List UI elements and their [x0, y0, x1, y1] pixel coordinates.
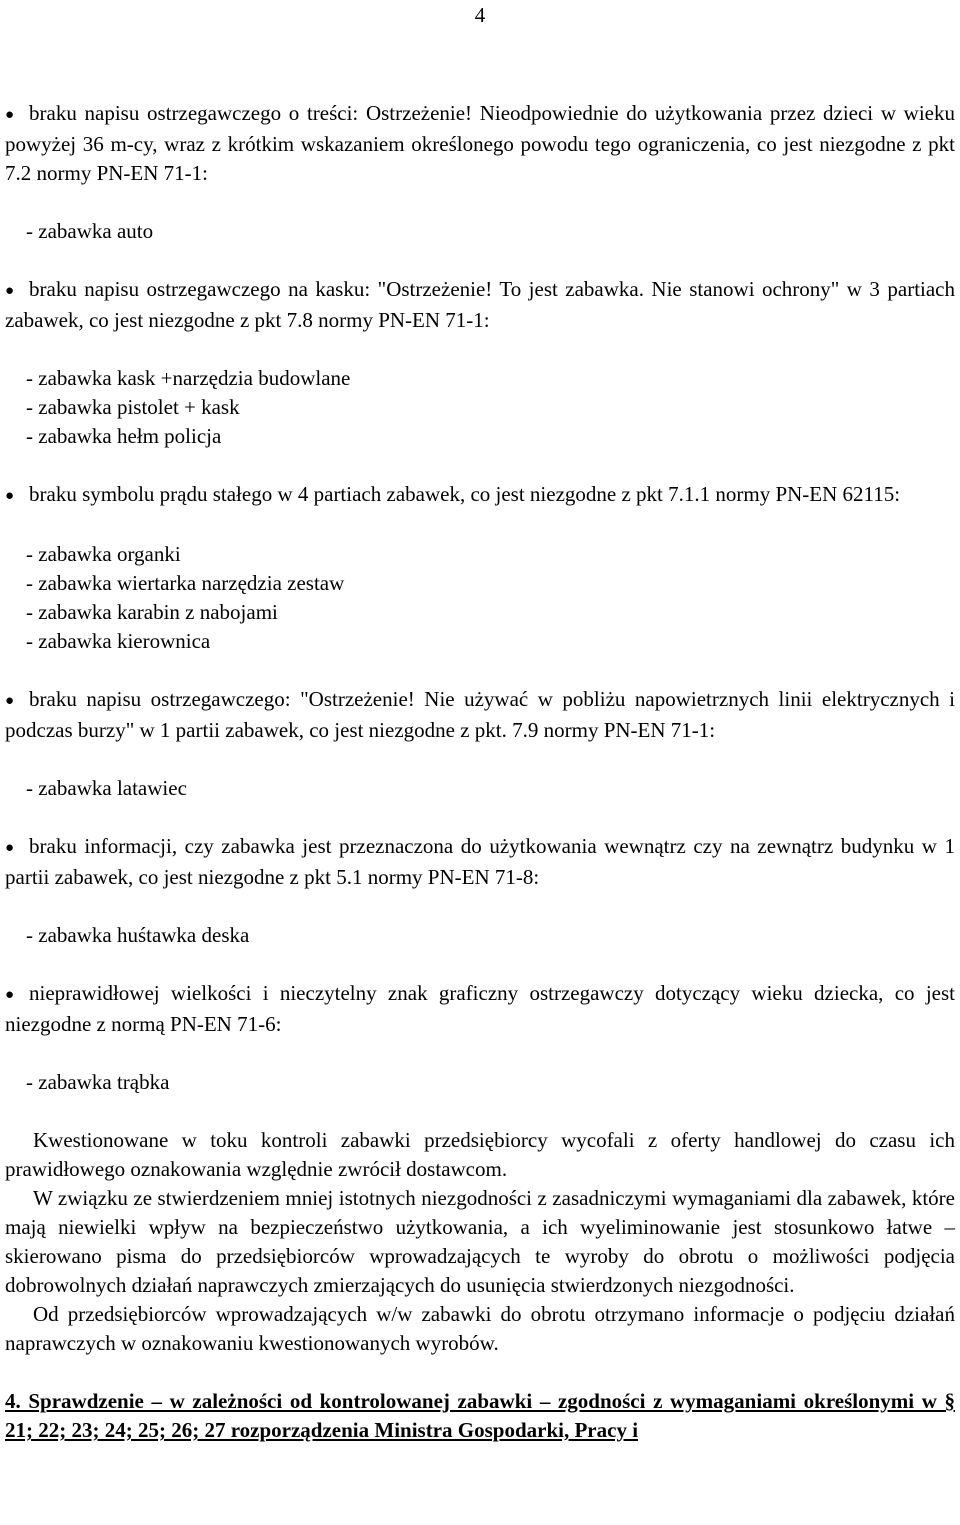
- bullet-paragraph: ● braku symbolu prądu stałego w 4 partiach zabawek, co jest niezgodne z pkt 7.1.1 normy PN-EN 62115:: [5, 480, 955, 511]
- list-item: - zabawka trąbka: [26, 1070, 170, 1094]
- bullet-paragraph: ● braku napisu ostrzegawczego o treści: Ostrzeżenie! Nieodpowiednie do użytkowania przez dzieci w wieku powyżej 36 m-cy, wraz z krótkim wskazaniem określonego powodu tego ograniczenia, co jest niezgodne z pkt 7.2 normy PN-EN 71-1:: [5, 101, 955, 185]
- item-list: [5, 217, 955, 246]
- list-item: - zabawka huśtawka deska: [26, 923, 250, 947]
- item-list: [5, 1068, 955, 1097]
- list-item: - zabawka kierownica: [26, 629, 211, 653]
- bullet-paragraph: ● nieprawidłowej wielkości i nieczytelny znak graficzny ostrzegawczy dotyczący wieku dziecka, co jest niezgodne z normą PN-EN 71-6:: [5, 981, 955, 1036]
- item-list: [5, 364, 955, 451]
- bullet-icon: ●: [5, 107, 15, 123]
- list-item: - zabawka auto: [26, 219, 154, 243]
- bullet-icon: ●: [5, 693, 15, 709]
- body-paragraph: Od przedsiębiorców wprowadzających w/w zabawki do obrotu otrzymano informacje o podjęciu działań naprawczych w oznakowaniu kwestionowanych wyrobów.: [5, 1302, 955, 1355]
- item-list: [5, 921, 955, 950]
- document-body: [5, 99, 955, 1445]
- bullet-icon: ●: [5, 987, 15, 1003]
- list-item: - zabawka pistolet + kask: [26, 395, 240, 419]
- bullet-icon: ●: [5, 840, 15, 856]
- list-item: - zabawka kask +narzędzia budowlane: [26, 366, 351, 390]
- list-item: - zabawka hełm policja: [26, 424, 222, 448]
- bullet-icon: ●: [5, 283, 15, 299]
- list-item: - zabawka organki: [26, 542, 181, 566]
- bullet-paragraph: ● braku napisu ostrzegawczego: "Ostrzeżenie! Nie używać w pobliżu napowietrznych linii elektrycznych i podczas burzy" w 1 partii zabawek, co jest niezgodne z pkt. 7.9 normy PN-EN 71-1:: [5, 687, 955, 742]
- bullet-icon: ●: [5, 488, 15, 504]
- section-heading: 4. Sprawdzenie – w zależności od kontrolowanej zabawki – zgodności z wymaganiami określonymi w § 21; 22; 23; 24; 25; 26; 27 rozporządzenia Ministra Gospodarki, Pracy i: [5, 1389, 955, 1442]
- item-list: [5, 774, 955, 803]
- item-list: [5, 540, 955, 656]
- bullet-paragraph: ● braku informacji, czy zabawka jest przeznaczona do użytkowania wewnątrz czy na zewnątrz budynku w 1 partii zabawek, co jest niezgodne z pkt 5.1 normy PN-EN 71-8:: [5, 834, 955, 889]
- body-paragraph: Kwestionowane w toku kontroli zabawki przedsiębiorcy wycofali z oferty handlowej do czasu ich prawidłowego oznakowania względnie zwrócił dostawcom.: [5, 1128, 955, 1181]
- body-paragraph: W związku ze stwierdzeniem mniej istotnych niezgodności z zasadniczymi wymaganiami dla zabawek, które mają niewielki wpływ na bezpieczeństwo użytkowania, a ich wyeliminowanie jest stosunkowo łatwe – skierowano pisma do przedsiębiorców wprowadzających te wyroby do obrotu o możliwości podjęcia dobrowolnych działań naprawczych zmierzających do usunięcia stwierdzonych niezgodności.: [5, 1186, 955, 1297]
- list-item: - zabawka latawiec: [26, 776, 187, 800]
- page-number: 4: [474, 3, 486, 27]
- list-item: - zabawka wiertarka narzędzia zestaw: [26, 571, 345, 595]
- list-item: - zabawka karabin z nabojami: [26, 600, 278, 624]
- bullet-paragraph: ● braku napisu ostrzegawczego na kasku: "Ostrzeżenie! To jest zabawka. Nie stanowi ochrony" w 3 partiach zabawek, co jest niezgodne z pkt 7.8 normy PN-EN 71-1:: [5, 277, 955, 332]
